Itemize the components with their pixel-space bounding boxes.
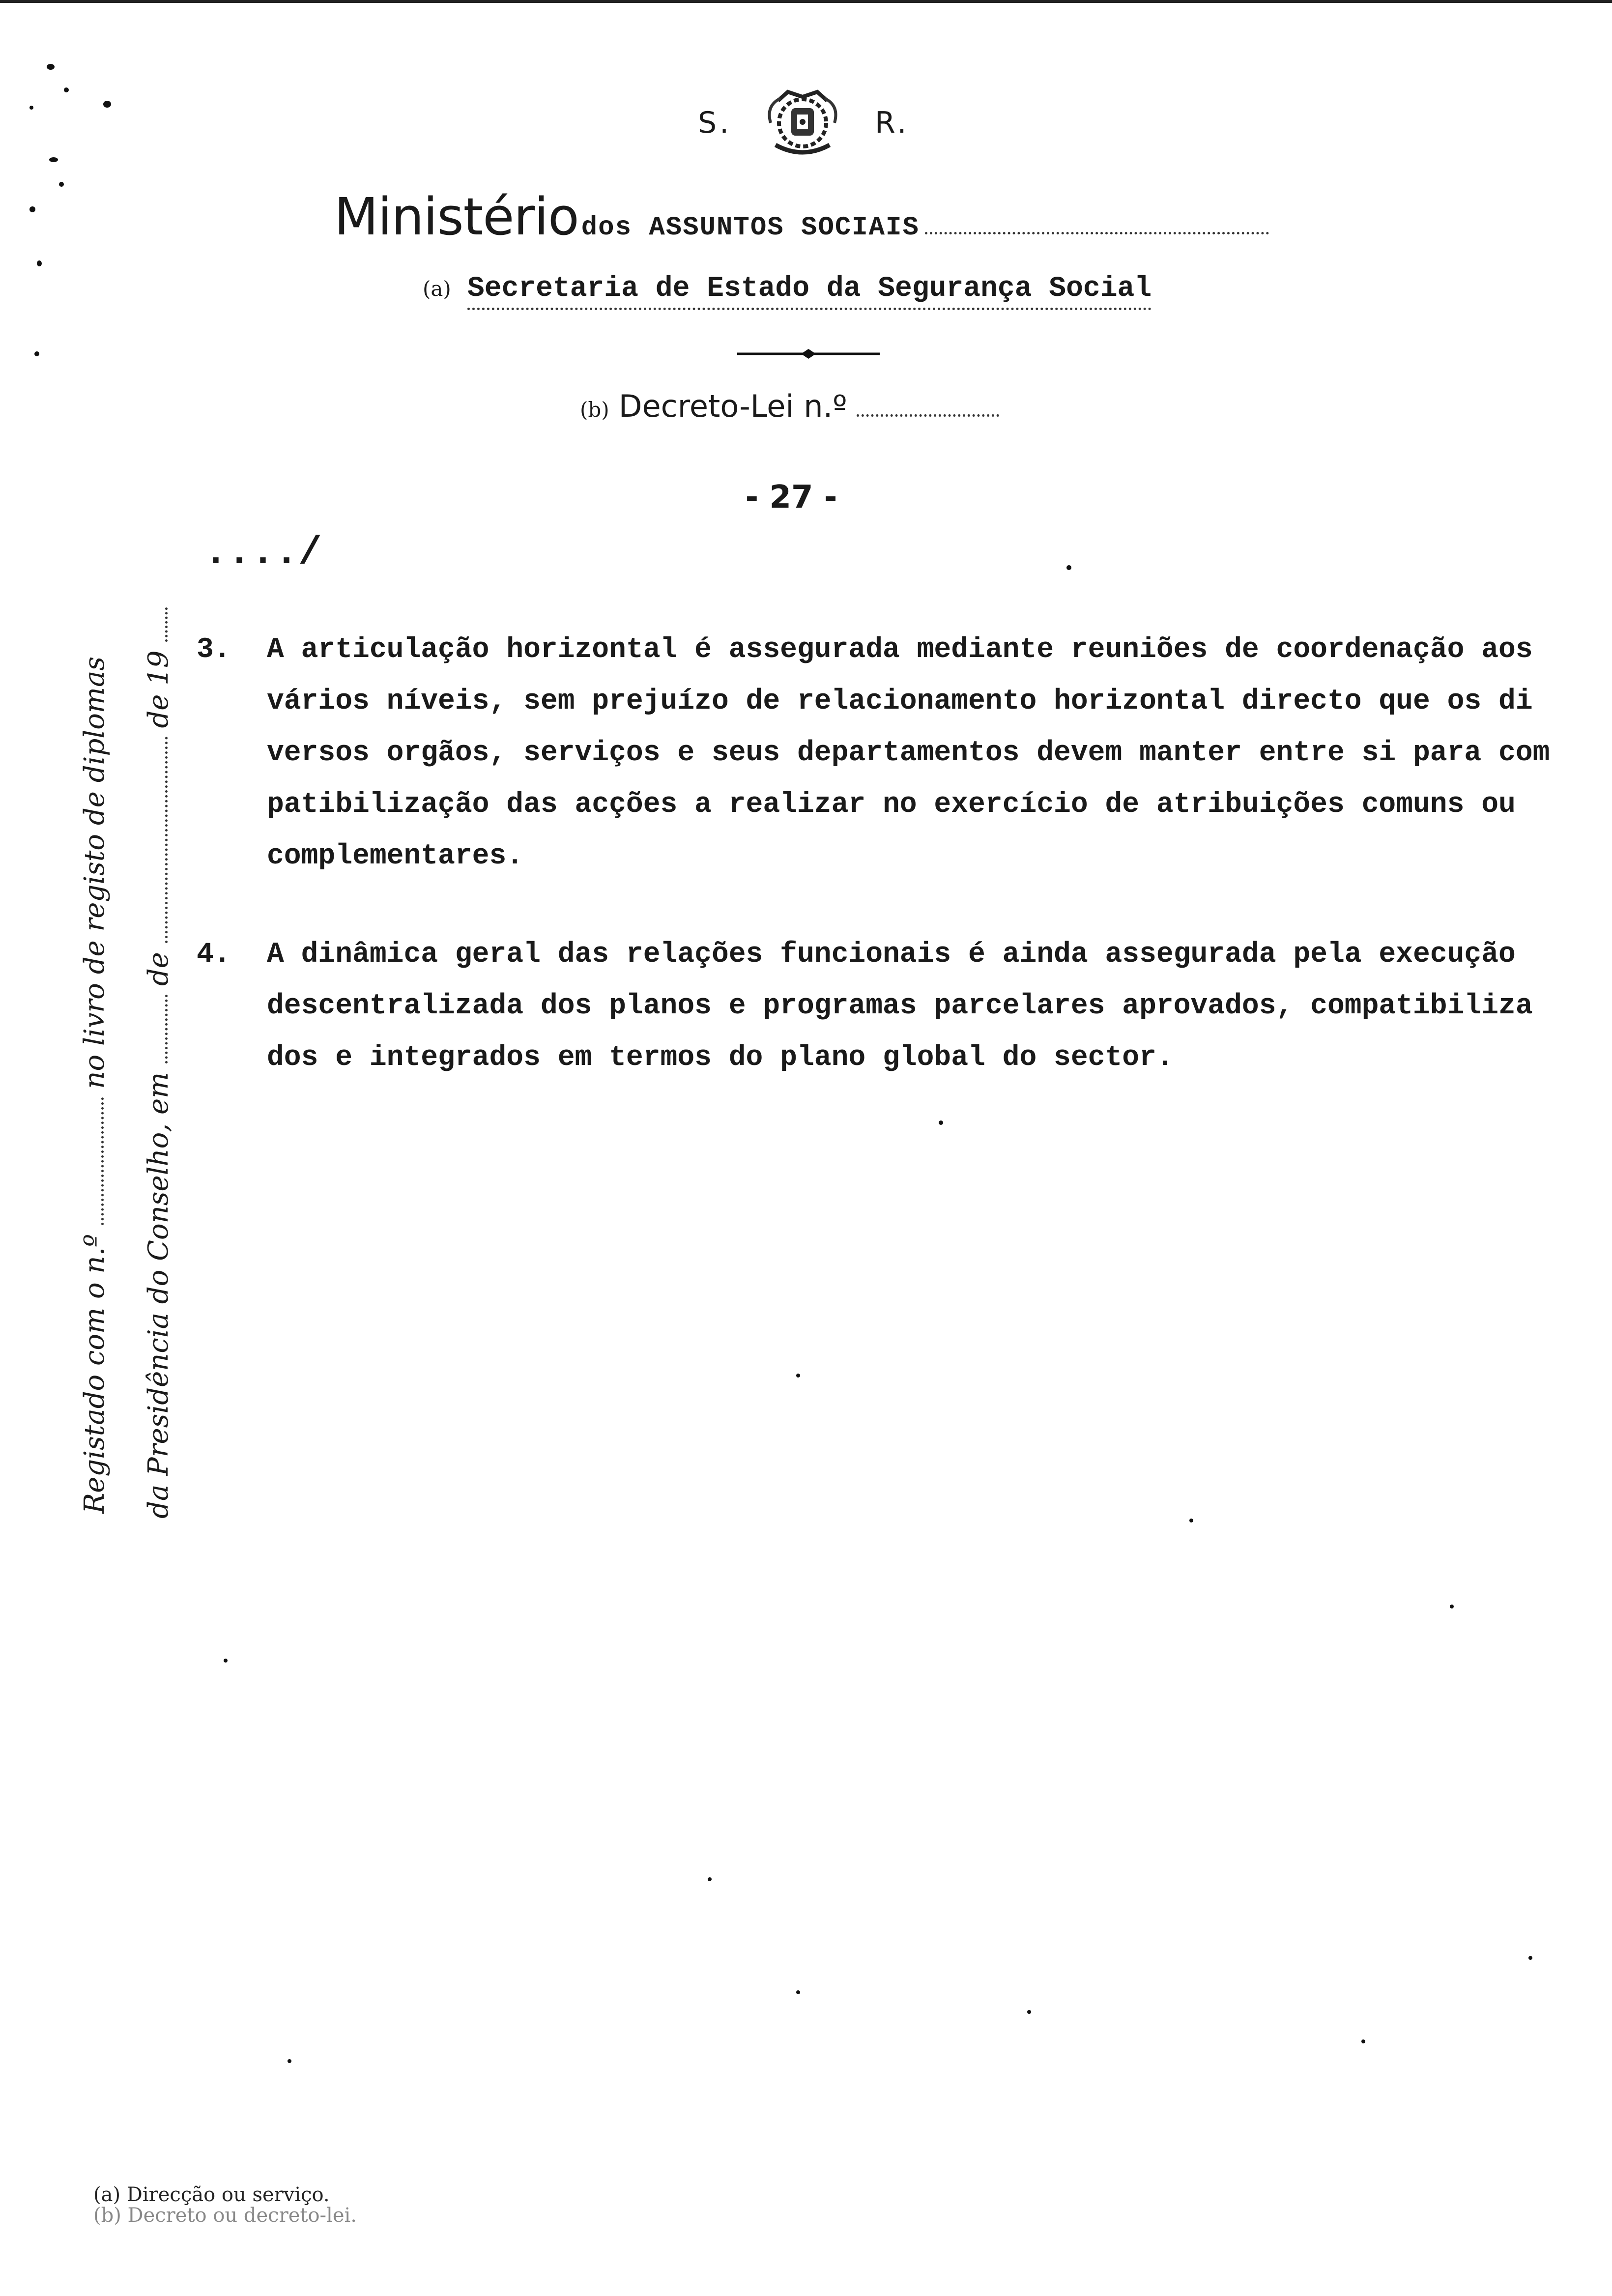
paragraph-number: 3. <box>197 634 231 666</box>
ministry-line <box>334 187 1268 251</box>
decreto-line <box>580 388 1071 424</box>
paragraph-number: 4. <box>197 939 231 971</box>
side-line2-fill-1 <box>165 995 168 1063</box>
page-number: - 27 - <box>745 479 837 516</box>
paragraph-line: dos e integrados em termos do plano global do sector. <box>267 1042 1174 1074</box>
paragraph-line: descentralizada dos planos e programas parcelares aprovados, compatibiliza <box>267 990 1533 1022</box>
side-line1-b: no livro de registo de diplomas <box>79 656 111 1089</box>
coat-of-arms-icon <box>761 86 844 160</box>
top-border-line <box>0 0 1612 3</box>
side-line2-fill-2 <box>165 737 168 943</box>
right-letter: R. <box>875 106 910 140</box>
state-seal-header <box>678 101 934 145</box>
secretaria-marker: (a) <box>423 277 451 301</box>
paragraph-line: A dinâmica geral das relações funcionais é ainda assegurada pela execução <box>267 939 1516 971</box>
side-line1-fill <box>101 1097 104 1225</box>
paragraph-line: patibilização das acções a realizar no exercício de atribuições comuns ou <box>267 789 1516 821</box>
ministry-value: dos ASSUNTOS SOCIAIS <box>581 213 920 243</box>
ministry-label: Ministério <box>334 187 579 247</box>
footnote-b: (b) Decreto ou decreto-lei. <box>93 2204 357 2227</box>
paragraph-line: complementares. <box>267 840 524 872</box>
secretaria-value: Secretaria de Estado da Segurança Social <box>467 273 1151 310</box>
decreto-dotted-fill <box>857 414 999 417</box>
ministry-dotted-fill <box>925 232 1269 234</box>
side-line1-a: Registado com o n.º <box>79 1234 111 1514</box>
paragraph-line: A articulação horizontal é assegurada mediante reuniões de coordenação aos <box>267 634 1533 666</box>
side-line2-fill-3 <box>165 607 168 642</box>
secretaria-line <box>423 273 1189 305</box>
side-line2-b: de <box>143 952 174 986</box>
decreto-label: Decreto-Lei n.º <box>618 388 847 424</box>
side-line2-a: da Presidência do Conselho, em <box>143 1072 174 1519</box>
continuation-mark: ..../ <box>204 531 322 575</box>
footnotes <box>93 2184 357 2226</box>
side-line2-c: de 19 <box>143 650 174 728</box>
decreto-marker: (b) <box>580 398 609 422</box>
side-registration-line-1 <box>79 657 111 1514</box>
paragraph-line: versos orgãos, serviços e seus departamentos devem manter entre si para com <box>267 737 1550 769</box>
side-registration-line-2 <box>143 607 174 1519</box>
footnote-a: (a) Direcção ou serviço. <box>93 2183 330 2206</box>
divider-ornament <box>737 346 880 361</box>
paragraph-line: vários níveis, sem prejuízo de relacionamento horizontal directo que os di <box>267 686 1533 718</box>
left-letter: S. <box>698 106 732 140</box>
